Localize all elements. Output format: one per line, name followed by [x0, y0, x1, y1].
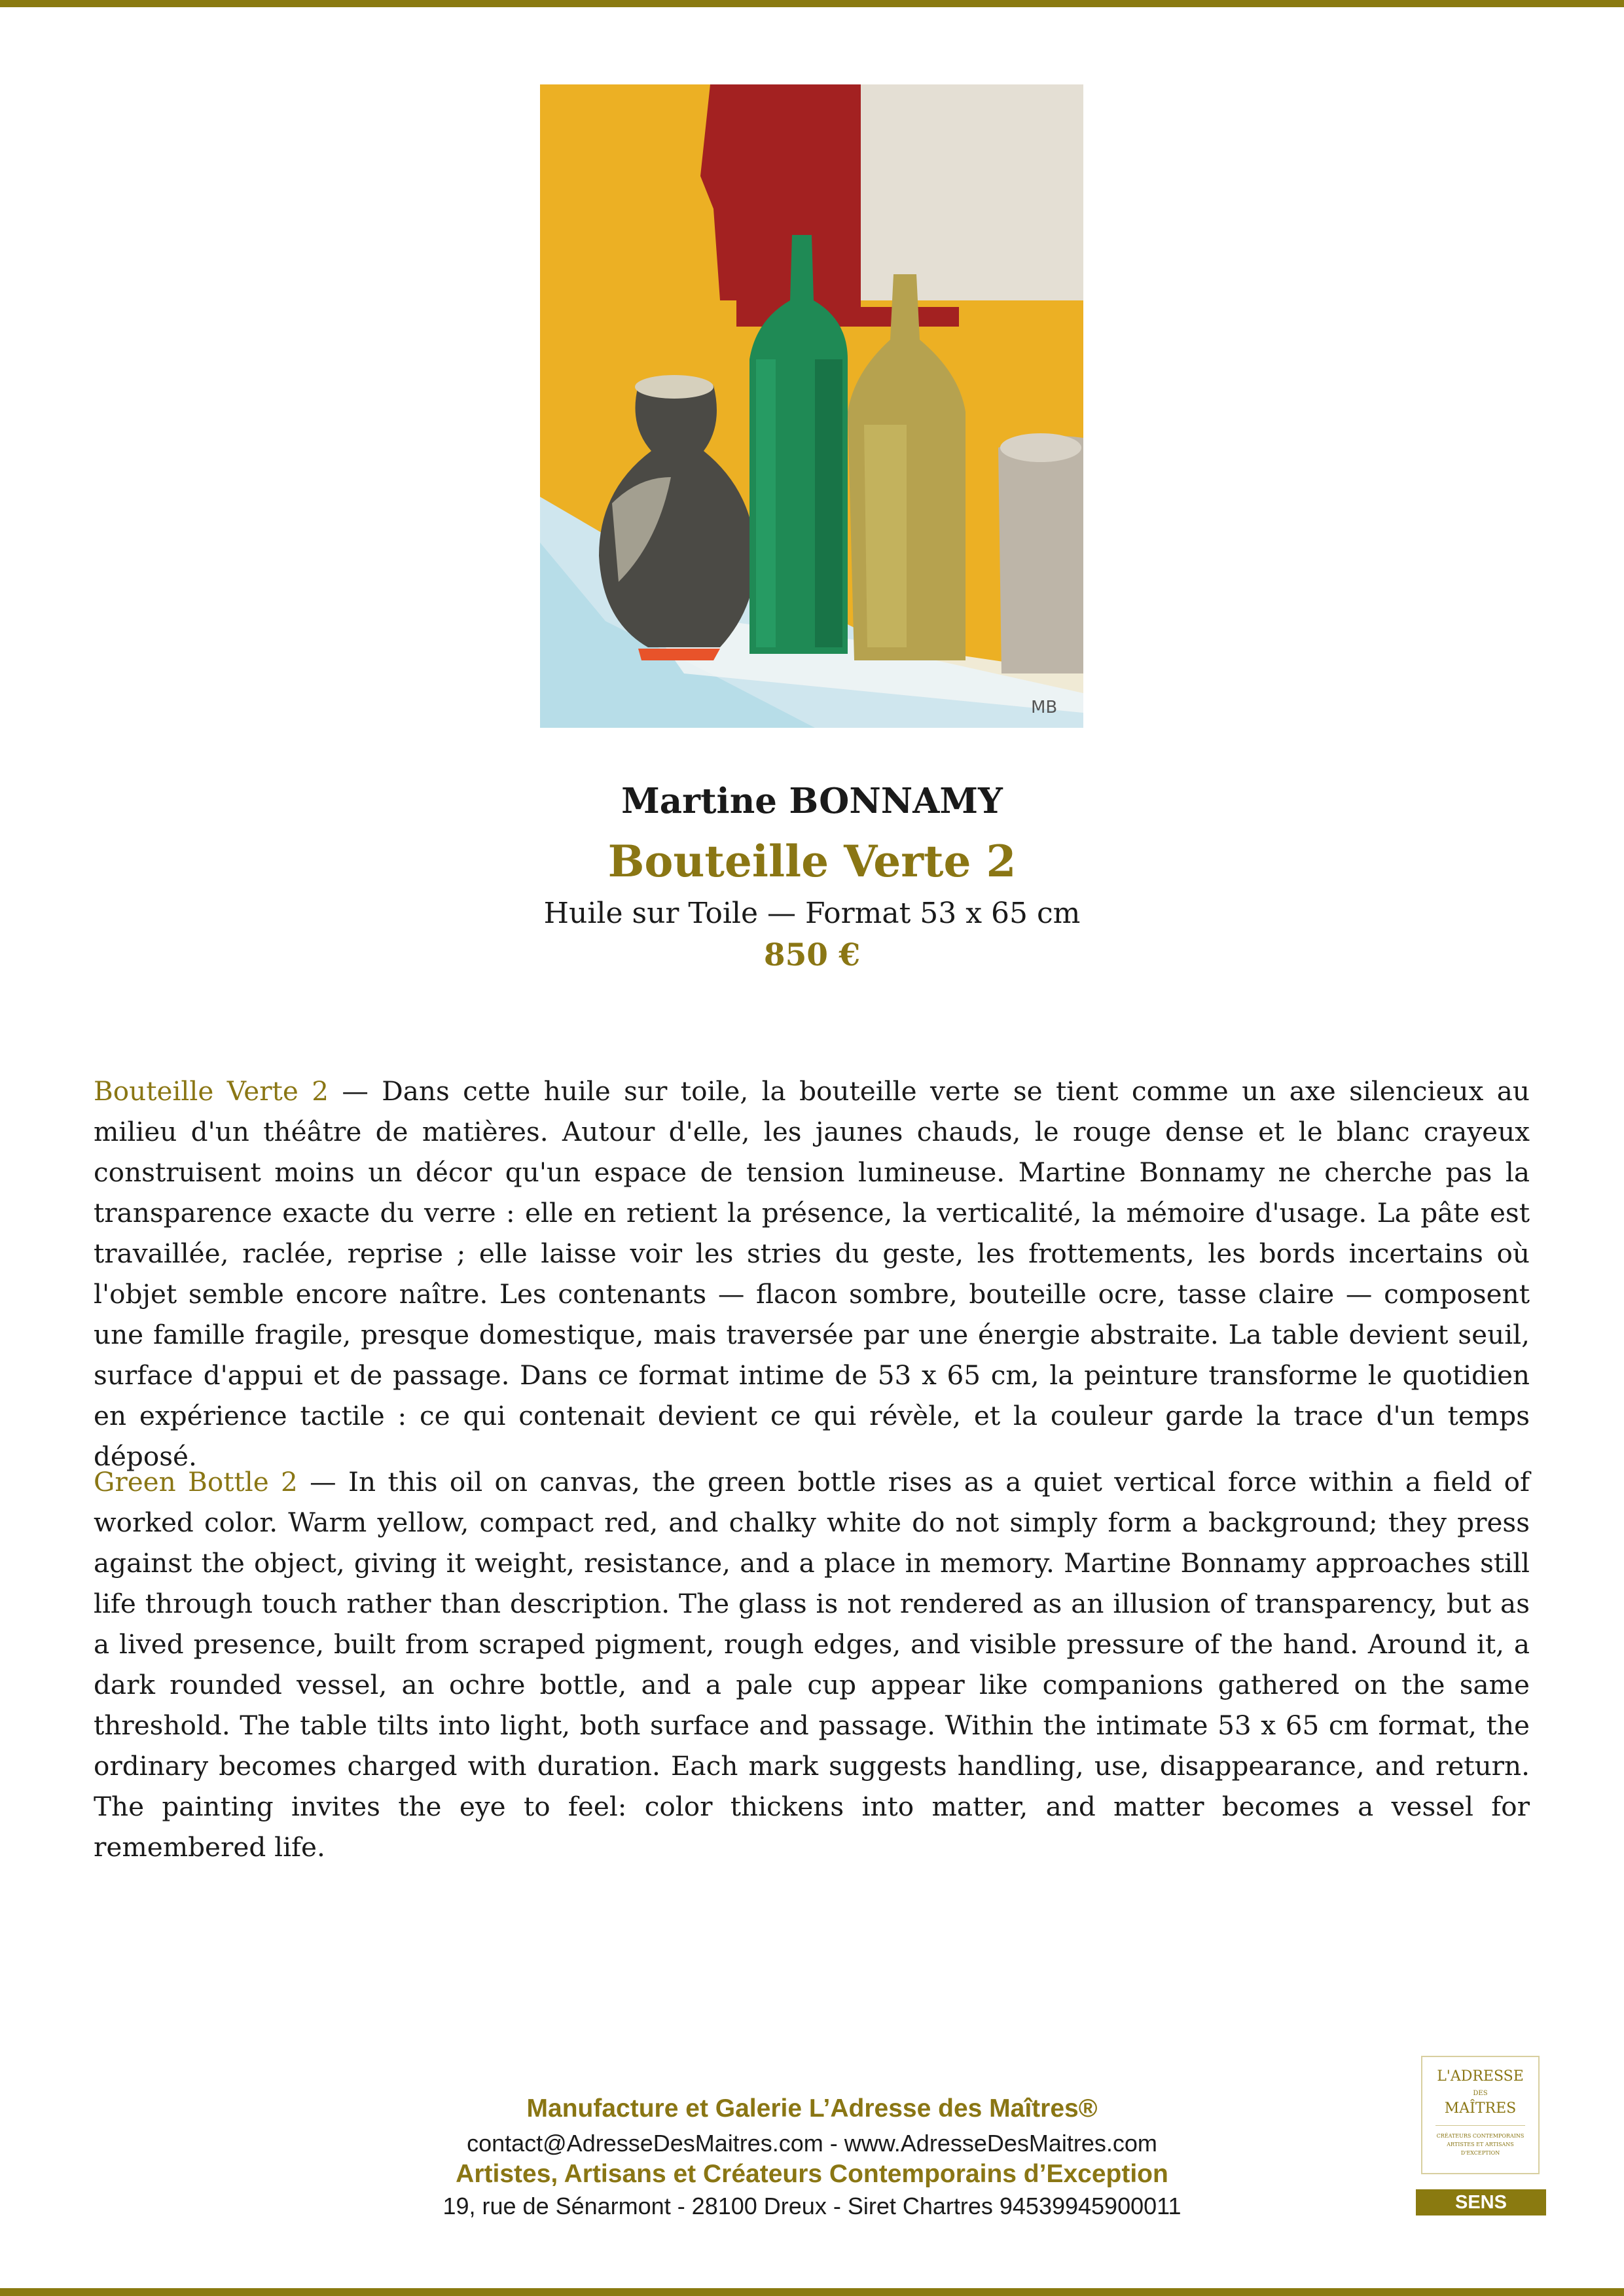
logo-divider	[1435, 2125, 1525, 2126]
description-english-lead: Green Bottle 2	[94, 1466, 298, 1498]
bottom-rule	[0, 2288, 1624, 2296]
logo-line-1: L'ADRESSE	[1437, 2068, 1524, 2085]
description-french	[94, 1071, 1530, 1477]
artwork-medium-format: Huile sur Toile — Format 53 x 65 cm	[543, 897, 1081, 930]
description-french-lead: Bouteille Verte 2	[94, 1075, 329, 1107]
artwork-painting	[540, 84, 1083, 728]
footer-tagline: Artistes, Artisans et Créateurs Contemporains d’Exception	[456, 2160, 1168, 2188]
description-english-text: — In this oil on canvas, the green bottle rises as a quiet vertical force within a field of worked color. Warm yellow, compact red, and chalky white do not simply form a background; they press against the object, giving it weight, resistance, and a place in memory. Martine Bonnamy approaches still life through touch rather than description. The glass is not rendered as an illusion of transparency, but as a lived presence, built from scraped pigment, rough edges, and visible pressure of the hand. Around it, a dark rounded vessel, an ochre bottle, and a pale cup appear like companions gathered on the same threshold. The table tilts into light, both surface and passage. Within the intimate 53 x 65 cm format, the ordinary becomes charged with duration. Each mark suggests handling, use, disappearance, and return. The painting invites the eye to feel: color thickens into matter, and matter becomes a vessel for remembered life.	[94, 1466, 1530, 1863]
still-life-painting-image	[540, 84, 1083, 728]
sens-badge: SENS	[1416, 2189, 1546, 2215]
footer-gallery-name: Manufacture et Galerie L’Adresse des Maîtres®	[526, 2094, 1098, 2123]
artist-name: Martine BONNAMY	[621, 781, 1003, 821]
logo-line-2: DES	[1473, 2090, 1488, 2097]
signature-mark: MB	[1031, 698, 1058, 717]
artwork-title: Bouteille Verte 2	[607, 836, 1017, 887]
artwork-price: 850 €	[763, 937, 861, 973]
gallery-logo	[1421, 2056, 1540, 2174]
description-french-text: — Dans cette huile sur toile, la bouteille verte se tient comme un axe silencieux au milieu d'un théâtre de matières. Autour d'elle, les jaunes chauds, le rouge dense et le blanc crayeux construisent moins un décor qu'un espace de tension lumineuse. Martine Bonnamy ne cherche pas la transparence exacte du verre : elle en retient la présence, la verticalité, la mémoire d'usage. La pâte est travaillée, raclée, reprise ; elle laisse voir les stries du geste, les frottements, les bords incertains où l'objet semble encore naître. Les contenants — flacon sombre, bouteille ocre, tasse claire — composent une famille fragile, presque domestique, mais traversée par une énergie abstraite. La table devient seuil, surface d'appui et de passage. Dans ce format intime de 53 x 65 cm, la peinture transforme le quotidien en expérience tactile : ce qui contenait devient ce qui révèle, et la couleur garde la trace d'un temps déposé.	[94, 1075, 1530, 1472]
footer-address: 19, rue de Sénarmont - 28100 Dreux - Siret Chartres 94539945900011	[442, 2193, 1182, 2219]
logo-line-3: MAÎTRES	[1444, 2100, 1517, 2117]
footer-contact: contact@AdresseDesMaitres.com - www.AdresseDesMaitres.com	[467, 2130, 1157, 2157]
top-rule	[0, 0, 1624, 7]
description-english	[94, 1462, 1530, 1867]
logo-line-4: CRÉATEURS CONTEMPORAINS ARTISTES ET ARTISANS D'EXCEPTION	[1436, 2133, 1525, 2156]
